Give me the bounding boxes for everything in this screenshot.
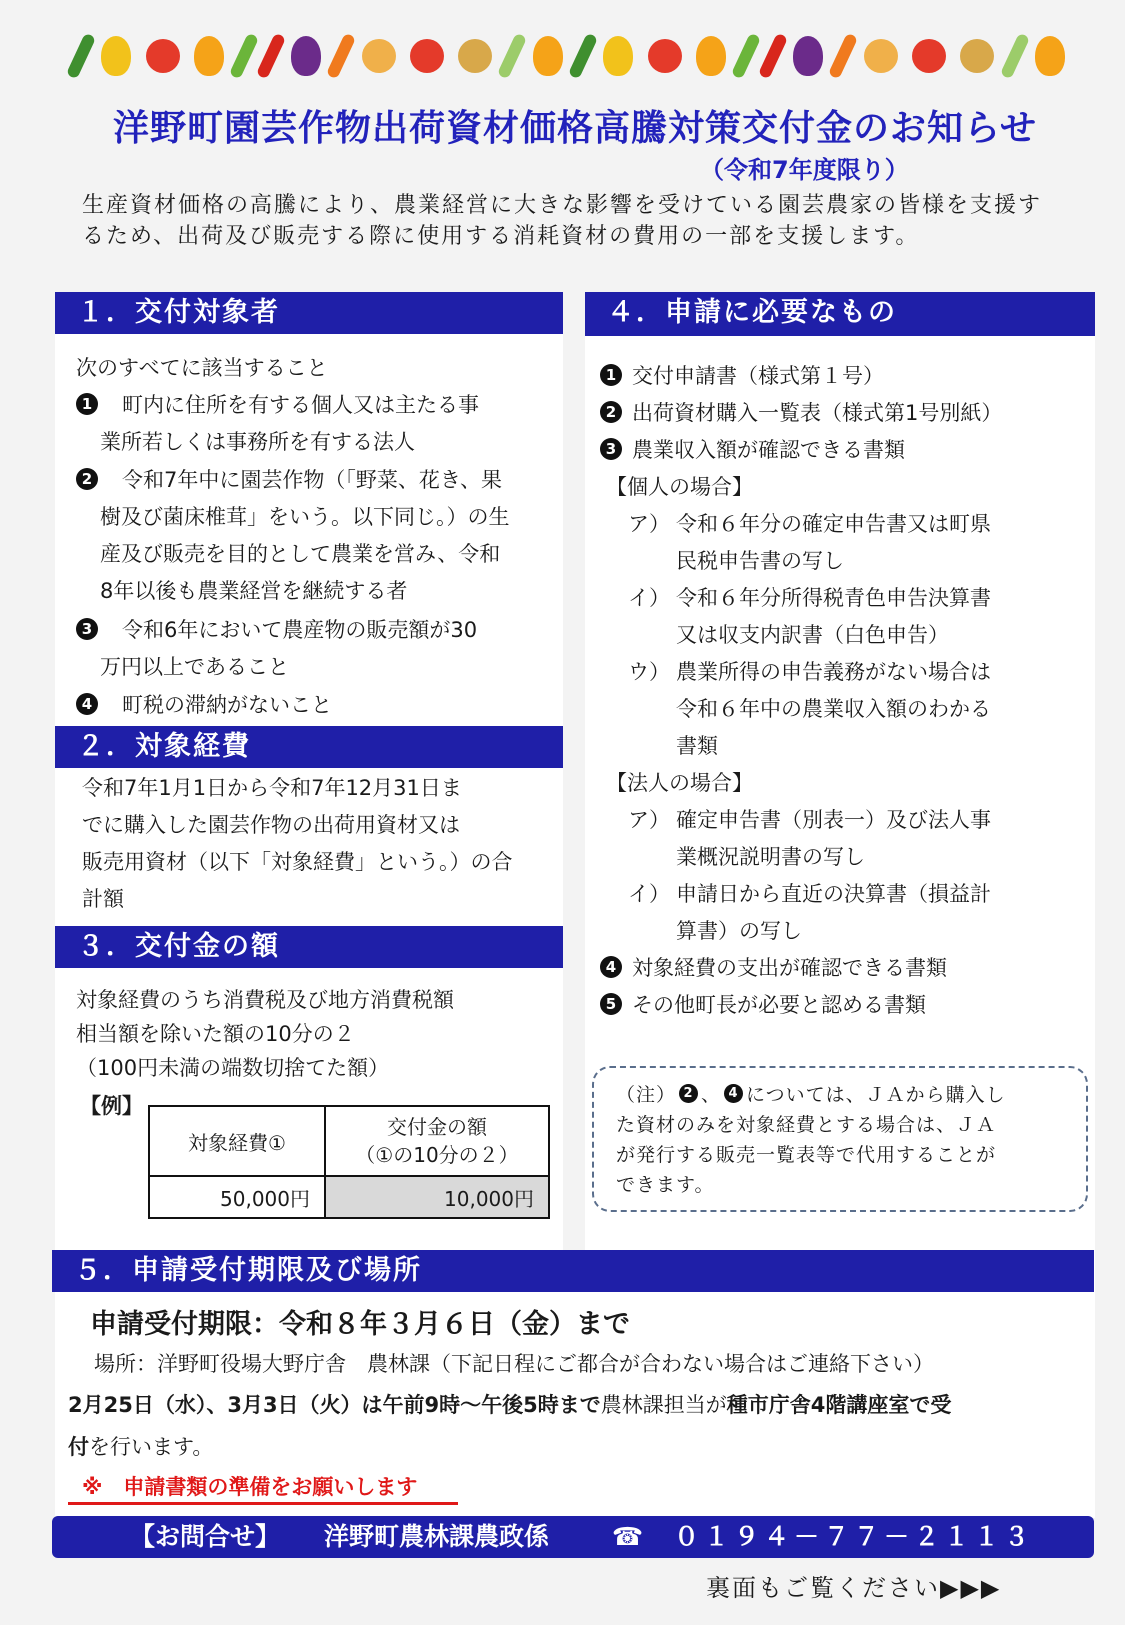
circle-number-icon: 1 <box>600 364 622 386</box>
circle-number-icon: 1 <box>76 393 98 415</box>
circle-number-icon: 5 <box>600 993 622 1015</box>
section3-heading: ３．交付金の額 <box>55 926 563 968</box>
contact-label: 【お問合せ】 <box>130 1522 281 1551</box>
section4-heading: ４．申請に必要なもの <box>585 292 1095 336</box>
contact-bar <box>52 1516 1094 1558</box>
page-subtitle: （令和7年度限り） <box>700 156 909 184</box>
circle-number-icon: 3 <box>600 438 622 460</box>
tomato-icon <box>410 39 444 73</box>
cucumber-icon <box>66 32 96 79</box>
circle-number-icon: 3 <box>76 618 98 640</box>
schedule-line-2: 付を行います。 <box>68 1435 214 1459</box>
tomato-icon <box>146 39 180 73</box>
contact-office: 洋野町農林課農政係 <box>324 1522 550 1551</box>
section5-heading: ５．申請受付期限及び場所 <box>52 1250 1094 1292</box>
potato-icon <box>458 39 492 73</box>
footer-note: 裏面もご覧ください▶▶▶ <box>706 1574 1002 1602</box>
table-cell-grant: 10,000円 <box>325 1176 549 1218</box>
green-onion-icon <box>999 32 1029 79</box>
warning-text: ※ 申請書類の準備をお願いします <box>68 1472 458 1505</box>
table-header-grant: 交付金の額 （①の10分の２） <box>325 1106 549 1176</box>
circle-number-icon: 4 <box>724 1084 743 1103</box>
circle-number-icon: 2 <box>679 1084 698 1103</box>
potato-icon <box>960 39 994 73</box>
place-text: 場所：洋野町役場大野庁舎 農林課（下記日程にご都合が合わない場合はご連絡下さい） <box>94 1352 934 1376</box>
deadline-text: 申請受付期限：令和８年３月６日（金）まで <box>90 1309 630 1340</box>
tomato-icon <box>648 39 682 73</box>
example-label: 【例】 <box>80 1094 143 1118</box>
note-box: （注） 2 、 4 については、ＪＡから購入し た資材のみを対象経費とする場合は、ＪＡ が発行する販売一覧表等で代用することが できます。 <box>592 1066 1088 1212</box>
telephone-icon: ☎ <box>612 1522 644 1551</box>
example-table <box>148 1105 550 1219</box>
chili-icon <box>255 32 285 79</box>
green-onion-icon <box>497 32 527 79</box>
eggplant-icon <box>793 36 823 76</box>
onion-icon <box>362 39 396 73</box>
bell-pepper-icon <box>194 36 224 76</box>
green-bean-icon <box>229 32 259 79</box>
section2-heading: ２．対象経費 <box>55 726 563 768</box>
table-header-expense: 対象経費① <box>149 1106 325 1176</box>
circle-number-icon: 4 <box>76 693 98 715</box>
circle-number-icon: 4 <box>600 956 622 978</box>
section1-heading: １．交付対象者 <box>55 292 563 334</box>
corn-icon <box>101 36 131 76</box>
cucumber-icon <box>568 32 598 79</box>
chili-icon <box>757 32 787 79</box>
schedule-line-1: 2月25日（水）、3月3日（火）は午前9時～午後5時まで農林課担当が種市庁舎4階講座室で受 <box>68 1393 952 1417</box>
bell-pepper-icon <box>696 36 726 76</box>
contact-phone: ０１９４－７７－２１１３ <box>674 1522 1035 1551</box>
page-title: 洋野町園芸作物出荷資材価格高騰対策交付金のお知らせ <box>113 108 1037 149</box>
bell-pepper-icon <box>1035 36 1065 76</box>
corporate-label: 【法人の場合】 <box>606 771 753 795</box>
intro-text: 生産資材価格の高騰により、農業経営に大きな影響を受けている園芸農家の皆様を支援するため、出荷及び販売する際に使用する消耗資材の費用の一部を支援します。 <box>82 193 1043 249</box>
onion-icon <box>864 39 898 73</box>
individual-label: 【個人の場合】 <box>606 475 753 499</box>
carrot-icon <box>326 32 356 79</box>
section1-lead: 次のすべてに該当すること <box>76 356 328 380</box>
circle-number-icon: 2 <box>600 401 622 423</box>
green-bean-icon <box>731 32 761 79</box>
circle-number-icon: 2 <box>76 468 98 490</box>
vegetable-border <box>75 28 1065 83</box>
table-cell-expense: 50,000円 <box>149 1176 325 1218</box>
corn-icon <box>603 36 633 76</box>
bell-pepper-icon <box>533 36 563 76</box>
eggplant-icon <box>291 36 321 76</box>
tomato-icon <box>912 39 946 73</box>
carrot-icon <box>828 32 858 79</box>
